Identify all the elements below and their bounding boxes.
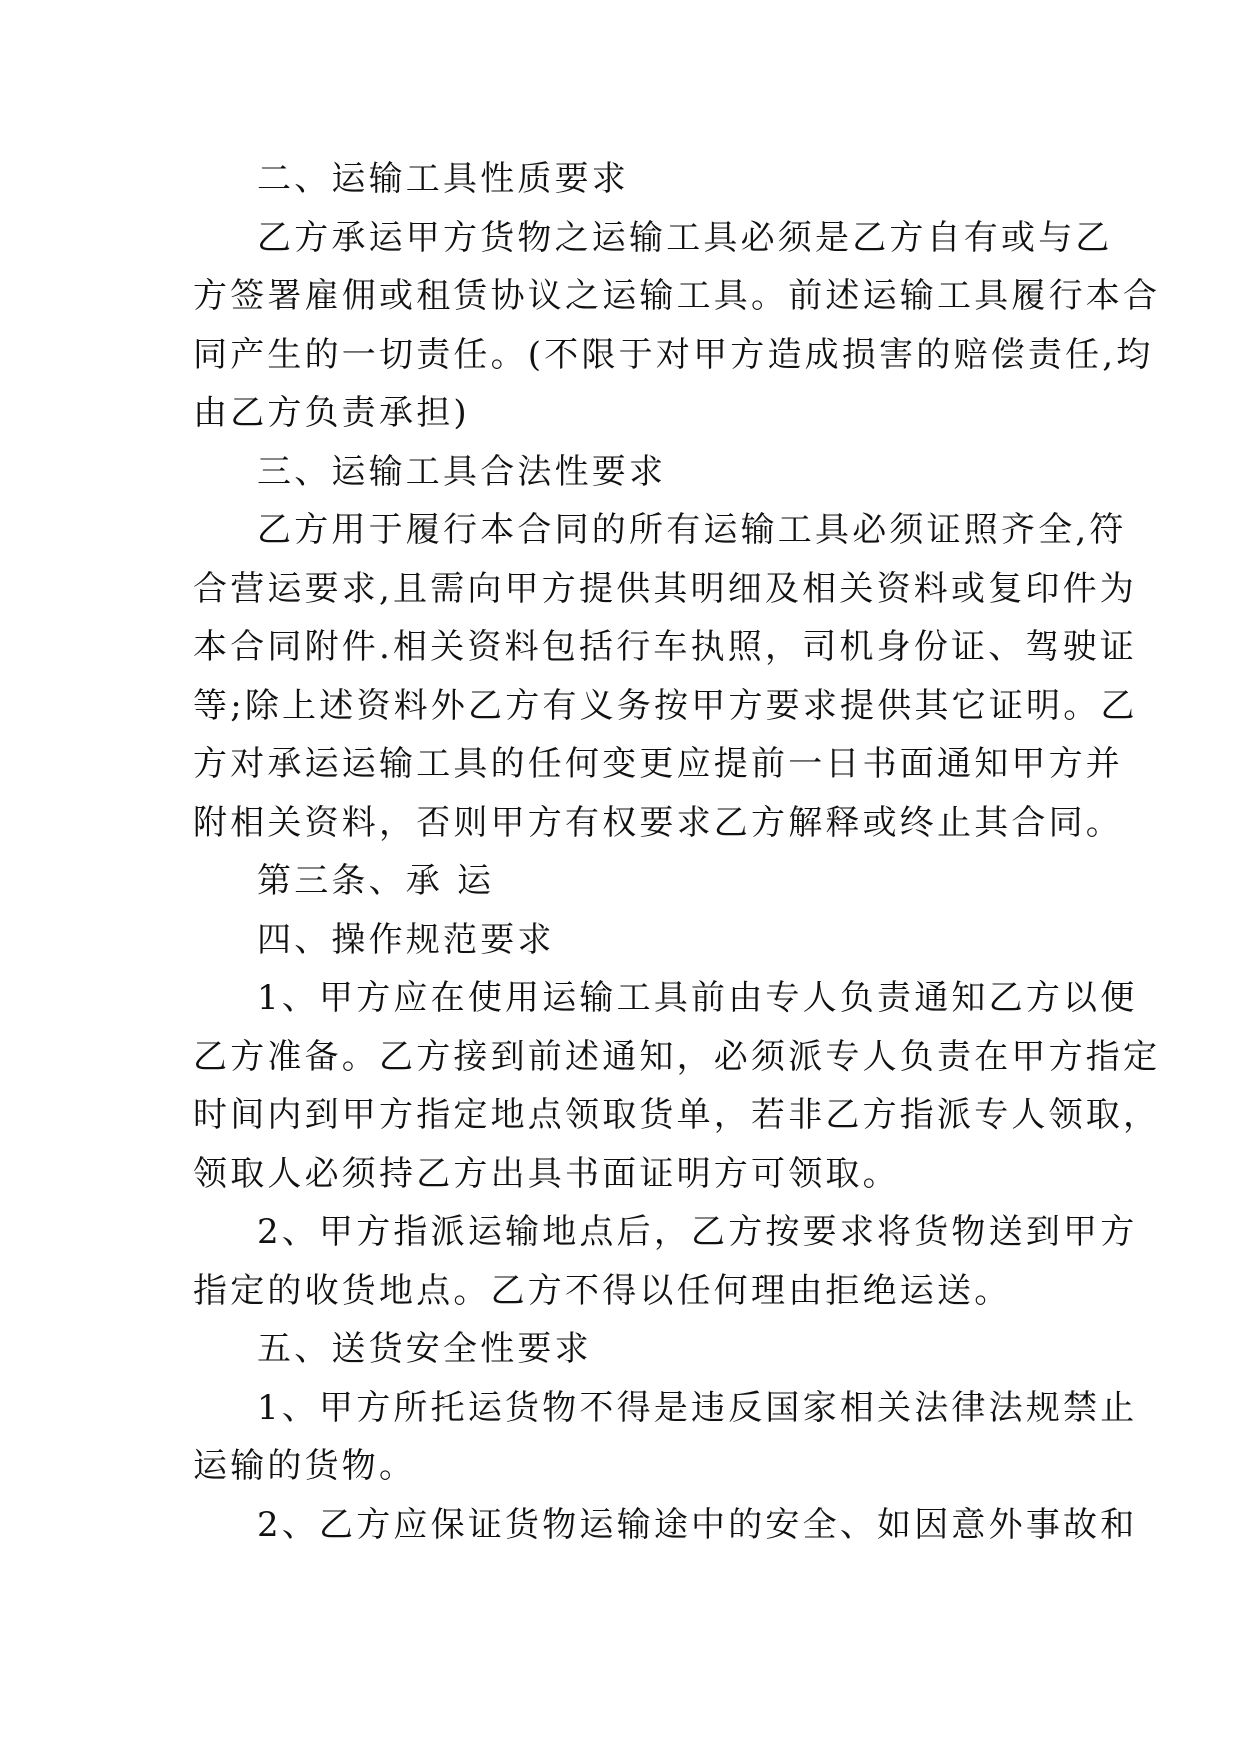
paragraph-line: 合营运要求,且需向甲方提供其明细及相关资料或复印件为 <box>193 568 1138 609</box>
paragraph-line: 乙方用于履行本合同的所有运输工具必须证照齐全,符 <box>257 510 1127 550</box>
paragraph-line: 同产生的一切责任。(不限于对甲方造成损害的赔偿责任,均 <box>193 334 1154 375</box>
paragraph-line: 1、甲方所托运货物不得是违反国家相关法律法规禁止 <box>257 1387 1138 1428</box>
section-heading-operation: 四、操作规范要求 <box>257 919 555 960</box>
paragraph-line: 本合同附件.相关资料包括行车执照，司机身份证、驾驶证 <box>193 627 1138 667</box>
paragraph-line: 2、甲方指派运输地点后，乙方按要求将货物送到甲方 <box>257 1212 1138 1252</box>
paragraph-line: 由乙方负责承担) <box>193 393 470 433</box>
paragraph-line: 2、乙方应保证货物运输途中的安全、如因意外事故和 <box>257 1504 1138 1545</box>
paragraph-line: 方对承运运输工具的任何变更应提前一日书面通知甲方并 <box>193 744 1123 784</box>
paragraph-line: 指定的收货地点。乙方不得以任何理由拒绝运送。 <box>193 1270 1012 1311</box>
paragraph-line: 附相关资料，否则甲方有权要求乙方解释或终止其合同。 <box>193 802 1123 843</box>
paragraph-line: 领取人必须持乙方出具书面证明方可领取。 <box>193 1153 900 1194</box>
paragraph-line: 等;除上述资料外乙方有义务按甲方要求提供其它证明。乙 <box>193 685 1138 726</box>
paragraph-line: 时间内到甲方指定地点领取货单，若非乙方指派专人领取， <box>193 1095 1161 1135</box>
paragraph-line: 运输的货物。 <box>193 1446 417 1486</box>
section-heading-transport-nature: 二、运输工具性质要求 <box>257 159 629 199</box>
paragraph-line: 乙方准备。乙方接到前述通知，必须派专人负责在甲方指定 <box>193 1036 1161 1077</box>
document-body <box>193 150 1161 1554</box>
section-heading-safety: 五、送货安全性要求 <box>257 1329 592 1369</box>
paragraph-line: 方签署雇佣或租赁协议之运输工具。前述运输工具履行本合 <box>193 276 1161 316</box>
paragraph-line: 1、甲方应在使用运输工具前由专人负责通知乙方以便 <box>257 978 1138 1018</box>
article-heading: 第三条、承 运 <box>257 861 495 901</box>
section-heading-transport-legality: 三、运输工具合法性要求 <box>257 451 667 492</box>
paragraph-line: 乙方承运甲方货物之运输工具必须是乙方自有或与乙 <box>257 217 1113 258</box>
